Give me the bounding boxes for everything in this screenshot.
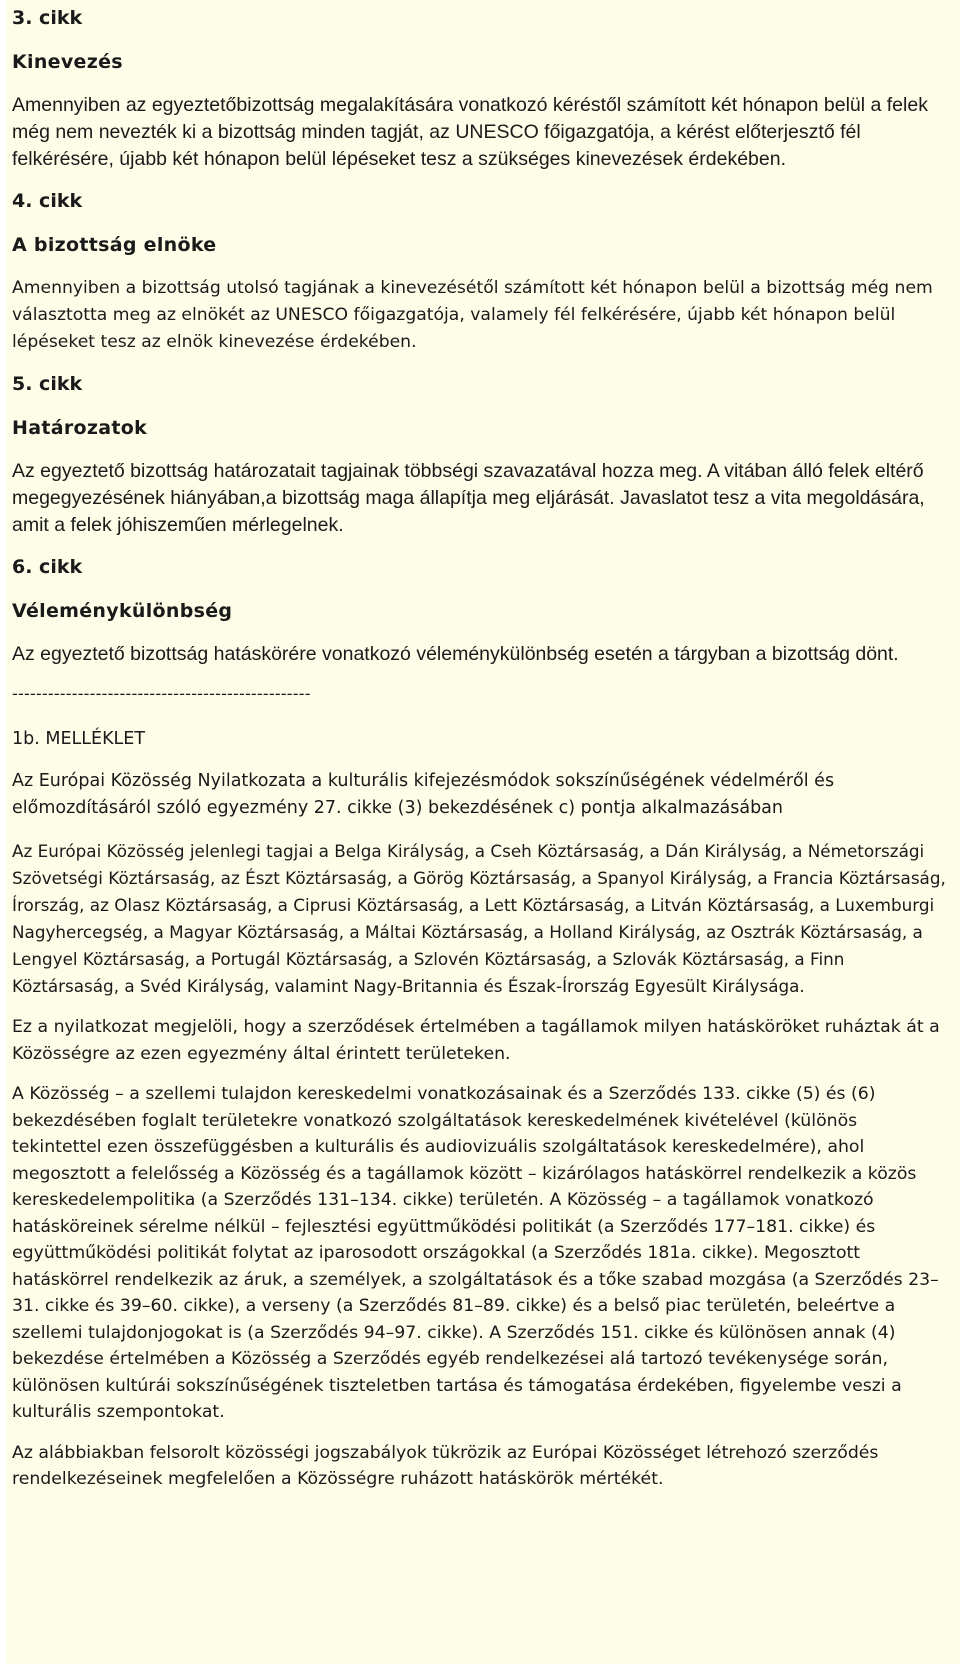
annex-1b	[12, 726, 952, 1493]
article-6	[12, 553, 952, 668]
section-separator: --------------------------------------------------	[12, 684, 311, 703]
declaration-paragraph: Ez a nyilatkozat megjelöli, hogy a szerződések értelmében a tagállamok milyen hatásköröket ruháztak át a Közösségre az ezen egyezmény által érintett területeken.	[12, 1017, 940, 1064]
article-number: 5. cikk	[12, 373, 83, 395]
article-3	[12, 4, 952, 173]
article-title: Határozatok	[12, 417, 148, 439]
member-states-paragraph: Az Európai Közösség jelenlegi tagjai a Belga Királyság, a Cseh Köztársaság, a Dán Királyság, a Németországi Szövetségi Köztársaság, az Észt Köztársaság, a Görög Köztársaság, a Spanyol Királyság, a Francia Köztársaság, Írország, az Olasz Köztársaság, a Ciprusi Köztársaság, a Lett Köztársaság, a Litván Köztársaság, a Luxemburgi Nagyhercegség, a Magyar Köztársaság, a Máltai Köztársaság, a Holland Királyság, az Osztrák Köztársaság, a Lengyel Köztársaság, a Portugál Köztársaság, a Szlovén Köztársaság, a Szlovák Köztársaság, a Finn Köztársaság, a Svéd Királyság, valamint Nagy-Britannia és Észak-Írország Egyesült Királysága.	[12, 841, 946, 996]
article-number: 3. cikk	[12, 7, 83, 29]
competences-paragraph: A Közösség – a szellemi tulajdon kereskedelmi vonatkozásainak és a Szerződés 133. cikke (5) és (6) bekezdésében foglalt területekre vonatkozó szolgáltatások kereskedelmének kivételével (különös tekintettel ezen összefüggésben a kulturális és audiovizuális szolgáltatások kereskedelmére), ahol megosztott a felelősség a Közösség és a tagállamok között – kizárólagos hatáskörrel rendelkezik a közös kereskedelempolitika (a Szerződés 131–134. cikke) területén. A Közösség – a tagállamok vonatkozó hatásköreinek sérelme nélkül – fejlesztési együttműködési politikát (a Szerződés 177–181. cikke) és együttműködési politikát folytat az iparosodott országokkal (a Szerződés 181a. cikke). Megosztott hatáskörrel rendelkezik az áruk, a személyek, a szolgáltatások és a tőke szabad mozgása (a Szerződés 23–31. cikke és 39–60. cikke), a verseny (a Szerződés 81–89. cikke) és a belső piac területén, beleértve a szellemi tulajdonjogokat is (a Szerződés 94–97. cikke). A Szerződés 151. cikke és különösen annak (4) bekezdése értelmében a Közösség a Szerződés egyéb rendelkezései alá tartozó tevékenysége során, különösen kultúrái sokszínűségének tiszteletben tartása és támogatása érdekében, figyelembe veszi a kulturális szempontokat.	[12, 1084, 939, 1422]
annex-intro: Az Európai Közösség Nyilatkozata a kulturális kifejezésmódok sokszínűségének védelméről és előmozdításáról szóló egyezmény 27. cikke (3) bekezdésének c) pontja alkalmazásában	[12, 771, 835, 818]
article-number: 6. cikk	[12, 556, 83, 578]
article-number: 4. cikk	[12, 190, 83, 212]
article-title: A bizottság elnöke	[12, 234, 217, 256]
article-5	[12, 370, 952, 539]
article-text: Az egyeztető bizottság hatáskörére vonatkozó véleménykülönbség esetén a tárgyban a bizottság dönt.	[12, 643, 899, 665]
legislation-paragraph: Az alábbiakban felsorolt közösségi jogszabályok tükrözik az Európai Közösséget létrehozó szerződés rendelkezéseinek megfelelően a Közösségre ruházott hatáskörök mértékét.	[12, 1442, 879, 1489]
annex-label: 1b. MELLÉKLET	[12, 729, 146, 749]
article-title: Kinevezés	[12, 51, 123, 73]
article-text: Az egyeztető bizottság határozatait tagjainak többségi szavazatával hozza meg. A vitában álló felek eltérő megegyezésének hiányában,a bizottság maga állapítja meg eljárását. Javaslatot tesz a vita megoldására, amit a felek jóhiszeműen mérlegelnek.	[12, 460, 925, 536]
article-text: Amennyiben a bizottság utolsó tagjának a kinevezésétől számított két hónapon belül a bizottság még nem választotta meg az elnökét az UNESCO főigazgatója, valamely fél felkérésére, újabb két hónapon belül lépéseket tesz az elnök kinevezése érdekében.	[12, 278, 933, 352]
document-page	[6, 0, 960, 1664]
article-title: Véleménykülönbség	[12, 600, 233, 622]
article-text: Amennyiben az egyeztetőbizottság megalakítására vonatkozó kéréstől számított két hónapon belül a felek még nem nevezték ki a bizottság minden tagját, az UNESCO főigazgatója, a kérést előterjesztő fél felkérésére, újabb két hónapon belül lépéseket tesz a szükséges kinevezések érdekében.	[12, 94, 928, 170]
article-4	[12, 187, 952, 356]
